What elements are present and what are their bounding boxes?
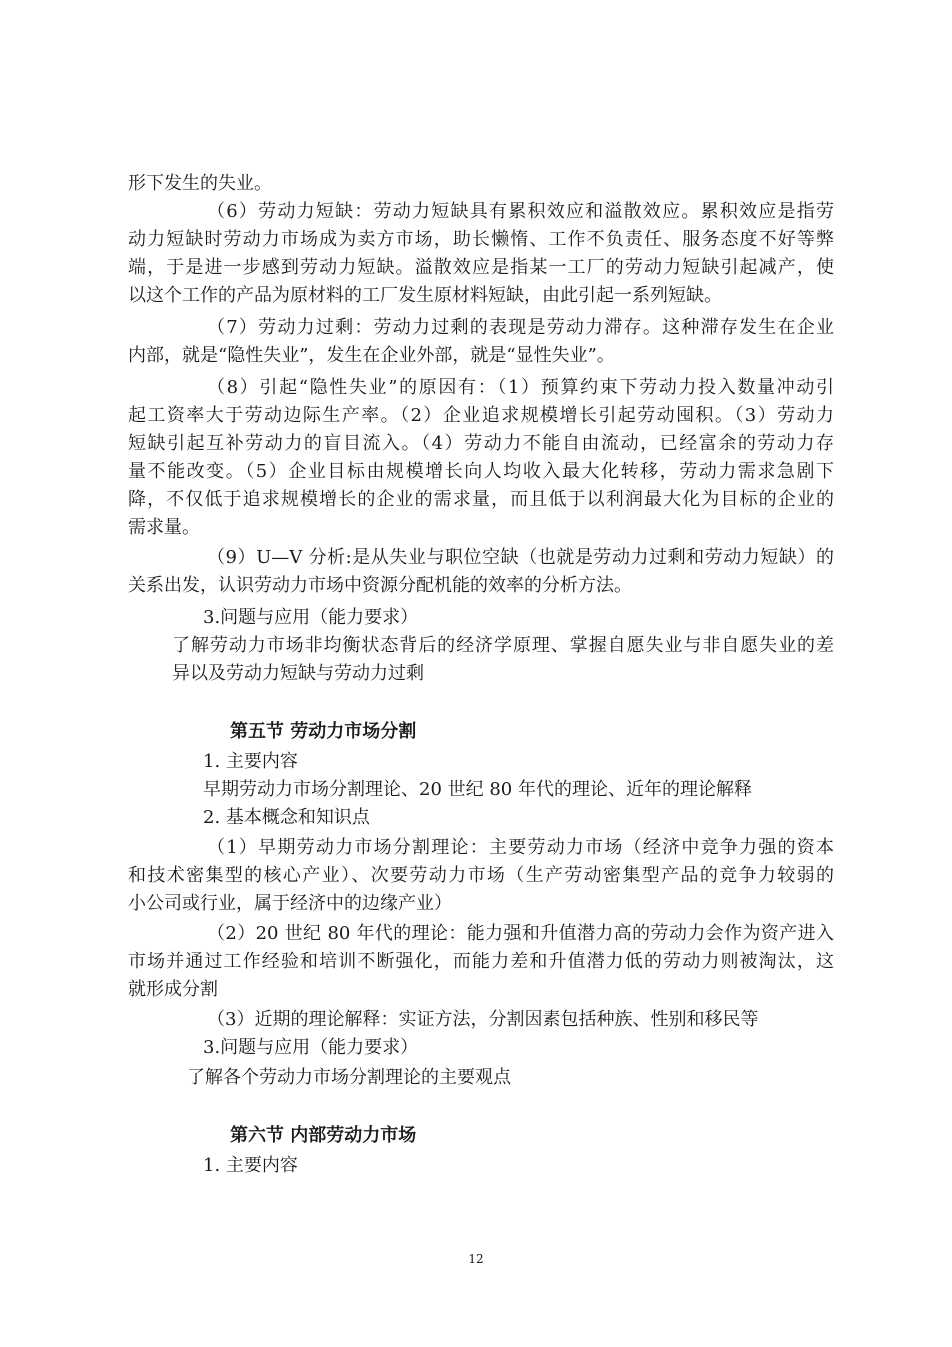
subsection-label: 3.问题与应用（能力要求） xyxy=(203,1037,419,1058)
text-line: 和技术密集型的核心产业）、次要劳动力市场（生产劳动密集型产品的竞争力较弱的 xyxy=(128,865,834,886)
subsection-label: 1. 主要内容 xyxy=(203,1155,298,1176)
text-line: 需求量。 xyxy=(128,517,200,538)
text-line: 端，于是进一步感到劳动力短缺。溢散效应是指某一工厂的劳动力短缺引起减产，使 xyxy=(128,257,834,278)
text-line: 形下发生的失业。 xyxy=(128,173,272,194)
text-line: （8）引起“隐性失业”的原因有：（1）预算约束下劳动力投入数量冲动引 xyxy=(207,377,834,398)
text-line: 以这个工作的产品为原材料的工厂发生原材料短缺，由此引起一系列短缺。 xyxy=(128,285,722,306)
text-line: （2）20 世纪 80 年代的理论：能力强和升值潜力高的劳动力会作为资产进入 xyxy=(207,923,834,944)
text-line: 小公司或行业，属于经济中的边缘产业） xyxy=(128,893,452,914)
text-line: （7）劳动力过剩：劳动力过剩的表现是劳动力滞存。这种滞存发生在企业 xyxy=(207,317,834,338)
text-line: 市场并通过工作经验和培训不断强化，而能力差和升值潜力低的劳动力则被淘汰，这 xyxy=(128,951,834,972)
page-number: 12 xyxy=(468,1252,484,1266)
text-line: 早期劳动力市场分割理论、20 世纪 80 年代的理论、近年的理论解释 xyxy=(203,779,752,800)
subsection-label: 3.问题与应用（能力要求） xyxy=(203,607,419,628)
text-line: （6）劳动力短缺：劳动力短缺具有累积效应和溢散效应。累积效应是指劳 xyxy=(207,201,834,222)
section-heading: 第五节 劳动力市场分割 xyxy=(230,721,417,742)
text-line: 内部，就是“隐性失业”，发生在企业外部，就是“显性失业”。 xyxy=(128,345,615,366)
text-line: 量不能改变。（5）企业目标由规模增长向人均收入最大化转移，劳动力需求急剧下 xyxy=(128,461,834,482)
text-line: （1）早期劳动力市场分割理论：主要劳动力市场（经济中竞争力强的资本 xyxy=(207,837,834,858)
text-line: 动力短缺时劳动力市场成为卖方市场，助长懒惰、工作不负责任、服务态度不好等弊 xyxy=(128,229,834,250)
text-line: （3）近期的理论解释：实证方法，分割因素包括种族、性别和移民等 xyxy=(207,1009,759,1030)
text-line: 异以及劳动力短缺与劳动力过剩 xyxy=(172,663,424,684)
text-line: 了解各个劳动力市场分割理论的主要观点 xyxy=(187,1067,511,1088)
section-heading: 第六节 内部劳动力市场 xyxy=(230,1125,417,1146)
subsection-label: 1. 主要内容 xyxy=(203,751,298,772)
text-line: 关系出发，认识劳动力市场中资源分配机能的效率的分析方法。 xyxy=(128,575,632,596)
subsection-label: 2. 基本概念和知识点 xyxy=(203,807,370,828)
text-line: 起工资率大于劳动边际生产率。（2）企业追求规模增长引起劳动囤积。（3）劳动力 xyxy=(128,405,834,426)
text-line: 短缺引起互补劳动力的盲目流入。（4）劳动力不能自由流动，已经富余的劳动力存 xyxy=(128,433,834,454)
text-line: （9）U—V 分析:是从失业与职位空缺（也就是劳动力过剩和劳动力短缺）的 xyxy=(207,547,834,568)
text-line: 了解劳动力市场非均衡状态背后的经济学原理、掌握自愿失业与非自愿失业的差 xyxy=(172,635,834,656)
text-line: 降，不仅低于追求规模增长的企业的需求量，而且低于以利润最大化为目标的企业的 xyxy=(128,489,834,510)
text-line: 就形成分割 xyxy=(128,979,218,1000)
